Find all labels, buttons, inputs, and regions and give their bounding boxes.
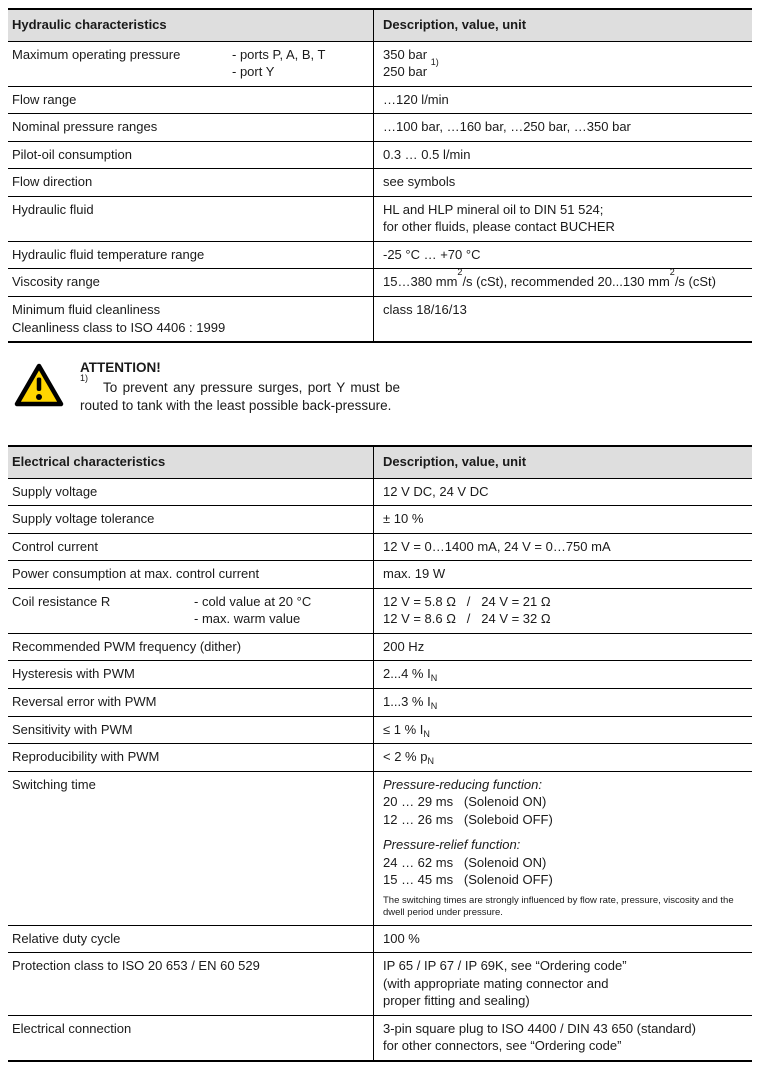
row-value-cell	[373, 142, 752, 169]
attention-title: ATTENTION!	[80, 360, 161, 376]
table-row	[8, 168, 752, 196]
row-value-cell	[373, 634, 752, 661]
electrical-header-col1: Electrical characteristics	[12, 454, 166, 470]
row-label: Electrical connection	[12, 1020, 132, 1036]
value-text: (with appropriate mating connector and	[383, 975, 609, 991]
hydraulic-table-body	[8, 42, 752, 342]
value-line	[383, 793, 744, 811]
row-value-cell	[373, 114, 752, 141]
row-sublabel: - ports P, A, B, T	[232, 46, 326, 62]
value-text: 200 Hz	[383, 638, 425, 654]
footnote-ref: 1)	[80, 372, 89, 383]
value-line	[383, 638, 744, 656]
row-label: Hysteresis with PWM	[12, 666, 135, 682]
value-text: 100 %	[383, 930, 420, 946]
table-row	[8, 716, 752, 744]
value-line	[383, 593, 744, 611]
value-text: 3-pin square plug to ISO 4400 / DIN 43 650 (standard)	[383, 1020, 696, 1036]
row-value-cell	[373, 42, 752, 86]
row-sublabel: - max. warm value	[194, 611, 301, 627]
row-value-cell	[373, 534, 752, 561]
value-text: …120 l/min	[383, 91, 449, 107]
subscript: N	[423, 728, 430, 739]
value-line	[383, 811, 744, 829]
value-line	[383, 693, 744, 711]
value-line	[383, 538, 744, 556]
row-value-cell	[373, 269, 752, 296]
value-text: /s (cSt), recommended 20...130 mm	[462, 274, 670, 290]
table-row	[8, 560, 752, 588]
value-line	[383, 246, 744, 264]
value-text: < 2 % p	[383, 749, 428, 765]
superscript: 2	[457, 267, 463, 278]
value-text: ± 10 %	[383, 511, 424, 527]
value-text: 12 V DC, 24 V DC	[383, 483, 489, 499]
value-line	[383, 975, 744, 993]
row-value-cell	[373, 297, 752, 341]
row-value-cell	[373, 589, 752, 633]
value-text: see symbols	[383, 174, 456, 190]
value-line	[383, 748, 744, 766]
table-row	[8, 86, 752, 114]
row-label-cell	[8, 197, 373, 241]
row-label: Switching time	[12, 776, 96, 792]
row-value-cell	[373, 169, 752, 196]
value-line	[383, 992, 744, 1010]
row-label: Reversal error with PWM	[12, 694, 157, 710]
row-label: Reproducibility with PWM	[12, 749, 160, 765]
warning-icon	[14, 362, 64, 408]
value-line	[383, 930, 744, 948]
hydraulic-table-header	[8, 10, 752, 42]
row-label: Relative duty cycle	[12, 930, 121, 946]
row-value-cell	[373, 479, 752, 506]
value-text: 20 … 29 ms (Solenoid ON)	[383, 794, 547, 810]
table-row	[8, 479, 752, 506]
table-row	[8, 196, 752, 241]
row-label-cell	[8, 297, 373, 341]
row-label: Viscosity range	[12, 274, 100, 290]
row-label-cell	[8, 634, 373, 661]
value-text: -25 °C … +70 °C	[383, 246, 481, 262]
row-sublabel: - port Y	[232, 64, 275, 80]
attention-text-block	[80, 359, 400, 415]
row-label-cell	[8, 744, 373, 771]
value-text: 24 … 62 ms (Solenoid ON)	[383, 854, 547, 870]
value-line	[383, 301, 744, 319]
value-text: 2...4 % I	[383, 666, 431, 682]
row-value-cell	[373, 926, 752, 953]
row-label: Pilot-oil consumption	[12, 146, 132, 162]
table-row	[8, 743, 752, 771]
value-text: HL and HLP mineral oil to DIN 51 524;	[383, 201, 604, 217]
row-value-cell	[373, 561, 752, 588]
value-line	[383, 173, 744, 191]
table-row	[8, 533, 752, 561]
value-line	[383, 665, 744, 683]
table-row	[8, 660, 752, 688]
row-label: Nominal pressure ranges	[12, 119, 158, 135]
hydraulic-header-col1: Hydraulic characteristics	[12, 17, 167, 32]
row-label-cell	[8, 169, 373, 196]
value-text: …100 bar, …160 bar, …250 bar, …350 bar	[383, 119, 631, 135]
value-line	[383, 871, 744, 889]
row-label-cell	[8, 953, 373, 1015]
subscript: N	[430, 673, 438, 684]
row-label: Control current	[12, 538, 98, 554]
value-line	[383, 57, 744, 81]
value-line	[383, 836, 744, 854]
row-label-cell	[8, 479, 373, 506]
table-row	[8, 925, 752, 953]
value-text: 350 bar	[383, 46, 428, 62]
electrical-table-body	[8, 479, 752, 1060]
row-value-cell	[373, 717, 752, 744]
row-label-cell	[8, 689, 373, 716]
value-text: Pressure-reducing function:	[383, 776, 542, 792]
row-label: Supply voltage	[12, 483, 98, 499]
value-text: class 18/16/13	[383, 302, 467, 318]
value-text: 12 V = 0…1400 mA, 24 V = 0…750 mA	[383, 538, 611, 554]
value-text: 12 V = 5.8 Ω / 24 V = 21 Ω	[383, 593, 551, 609]
superscript: 2	[669, 267, 675, 278]
row-label: Cleanliness class to ISO 4406 : 1999	[12, 319, 226, 335]
value-line	[383, 565, 744, 583]
row-value-cell	[373, 953, 752, 1015]
value-line	[383, 1037, 744, 1055]
row-label-cell	[8, 717, 373, 744]
row-label: Flow range	[12, 91, 77, 107]
value-line	[383, 267, 744, 291]
row-label: Hydraulic fluid temperature range	[12, 246, 205, 262]
value-text: 1...3 % I	[383, 694, 431, 710]
row-label-cell	[8, 269, 373, 296]
value-text: 0.3 … 0.5 l/min	[383, 146, 471, 162]
table-row	[8, 241, 752, 269]
attention-body-text: To prevent any pressure surges, port Y must be routed to tank with the least possible back-pressure.	[80, 379, 400, 413]
row-value-cell	[373, 689, 752, 716]
value-line	[383, 510, 744, 528]
table-row	[8, 268, 752, 296]
row-label-cell	[8, 926, 373, 953]
row-sublabel: - cold value at 20 °C	[194, 593, 312, 609]
table-row	[8, 42, 752, 86]
row-label-cell	[8, 506, 373, 533]
value-text: max. 19 W	[383, 566, 446, 582]
value-line	[383, 957, 744, 975]
table-row	[8, 1015, 752, 1060]
electrical-table-header	[8, 447, 752, 479]
table-row	[8, 113, 752, 141]
row-label: Flow direction	[12, 174, 93, 190]
row-label-cell	[8, 87, 373, 114]
row-label: Coil resistance R	[12, 593, 111, 609]
hydraulic-header-col2: Description, value, unit	[373, 10, 752, 41]
value-text: The switching times are strongly influenced by flow rate, pressure, viscosity and the dwell period under pressure.	[383, 894, 737, 919]
row-label-cell	[8, 1016, 373, 1060]
row-label-cell	[8, 589, 373, 633]
row-value-cell	[373, 661, 752, 688]
row-label: Protection class to ISO 20 653 / EN 60 529	[12, 958, 260, 974]
value-text: 250 bar	[383, 64, 431, 80]
table-row	[8, 141, 752, 169]
row-label-cell	[8, 534, 373, 561]
value-line	[383, 118, 744, 136]
row-label-cell	[8, 661, 373, 688]
value-text: 12 V = 8.6 Ω / 24 V = 32 Ω	[383, 611, 551, 627]
row-label-cell	[8, 114, 373, 141]
subscript: N	[427, 756, 434, 767]
row-label-cell	[8, 561, 373, 588]
subscript: N	[430, 701, 438, 712]
value-text: ≤ 1 % I	[383, 721, 424, 737]
row-value-cell	[373, 197, 752, 241]
hydraulic-characteristics-table	[8, 8, 752, 343]
value-text: IP 65 / IP 67 / IP 69K, see “Ordering code”	[383, 958, 627, 974]
row-sublabels	[232, 46, 325, 81]
value-text: /s (cSt)	[674, 274, 716, 290]
row-label: Supply voltage tolerance	[12, 511, 155, 527]
row-label: Maximum operating pressure	[12, 46, 181, 62]
value-line	[383, 776, 744, 794]
value-line	[383, 854, 744, 872]
row-value-cell	[373, 744, 752, 771]
attention-body	[80, 372, 400, 415]
superscript: 1)	[430, 57, 439, 68]
value-line	[383, 218, 744, 236]
value-line	[383, 721, 744, 739]
table-row	[8, 952, 752, 1015]
value-text: 12 … 26 ms (Soleboid OFF)	[383, 811, 553, 827]
table-row	[8, 688, 752, 716]
row-label: Power consumption at max. control current	[12, 566, 260, 582]
value-text: for other connectors, see “Ordering code”	[383, 1038, 622, 1054]
value-line	[383, 201, 744, 219]
row-value-cell	[373, 1016, 752, 1060]
value-line	[383, 610, 744, 628]
row-label: Hydraulic fluid	[12, 201, 94, 217]
row-label-cell	[8, 42, 373, 86]
value-line	[383, 1020, 744, 1038]
row-label: Sensitivity with PWM	[12, 721, 133, 737]
value-text: Pressure-relief function:	[383, 837, 521, 853]
row-value-cell	[373, 242, 752, 269]
attention-note	[14, 359, 752, 415]
row-value-cell	[373, 506, 752, 533]
value-text: for other fluids, please contact BUCHER	[383, 219, 615, 235]
row-value-cell	[373, 772, 752, 925]
table-row	[8, 505, 752, 533]
row-label-cell	[8, 242, 373, 269]
table-row	[8, 633, 752, 661]
value-line	[383, 895, 743, 920]
row-label-cell	[8, 142, 373, 169]
value-text: proper fitting and sealing)	[383, 993, 530, 1009]
value-line	[383, 146, 744, 164]
electrical-header-col2: Description, value, unit	[373, 447, 752, 478]
row-sublabels	[194, 593, 311, 628]
electrical-characteristics-table	[8, 445, 752, 1062]
row-label-cell	[8, 772, 373, 925]
row-label: Minimum fluid cleanliness	[12, 302, 161, 318]
row-value-cell	[373, 87, 752, 114]
value-text: 15 … 45 ms (Solenoid OFF)	[383, 872, 553, 888]
table-row	[8, 588, 752, 633]
value-line	[383, 91, 744, 109]
value-text: 15…380 mm	[383, 274, 458, 290]
table-row	[8, 771, 752, 925]
table-row	[8, 296, 752, 341]
value-line	[383, 483, 744, 501]
row-label: Recommended PWM frequency (dither)	[12, 638, 242, 654]
